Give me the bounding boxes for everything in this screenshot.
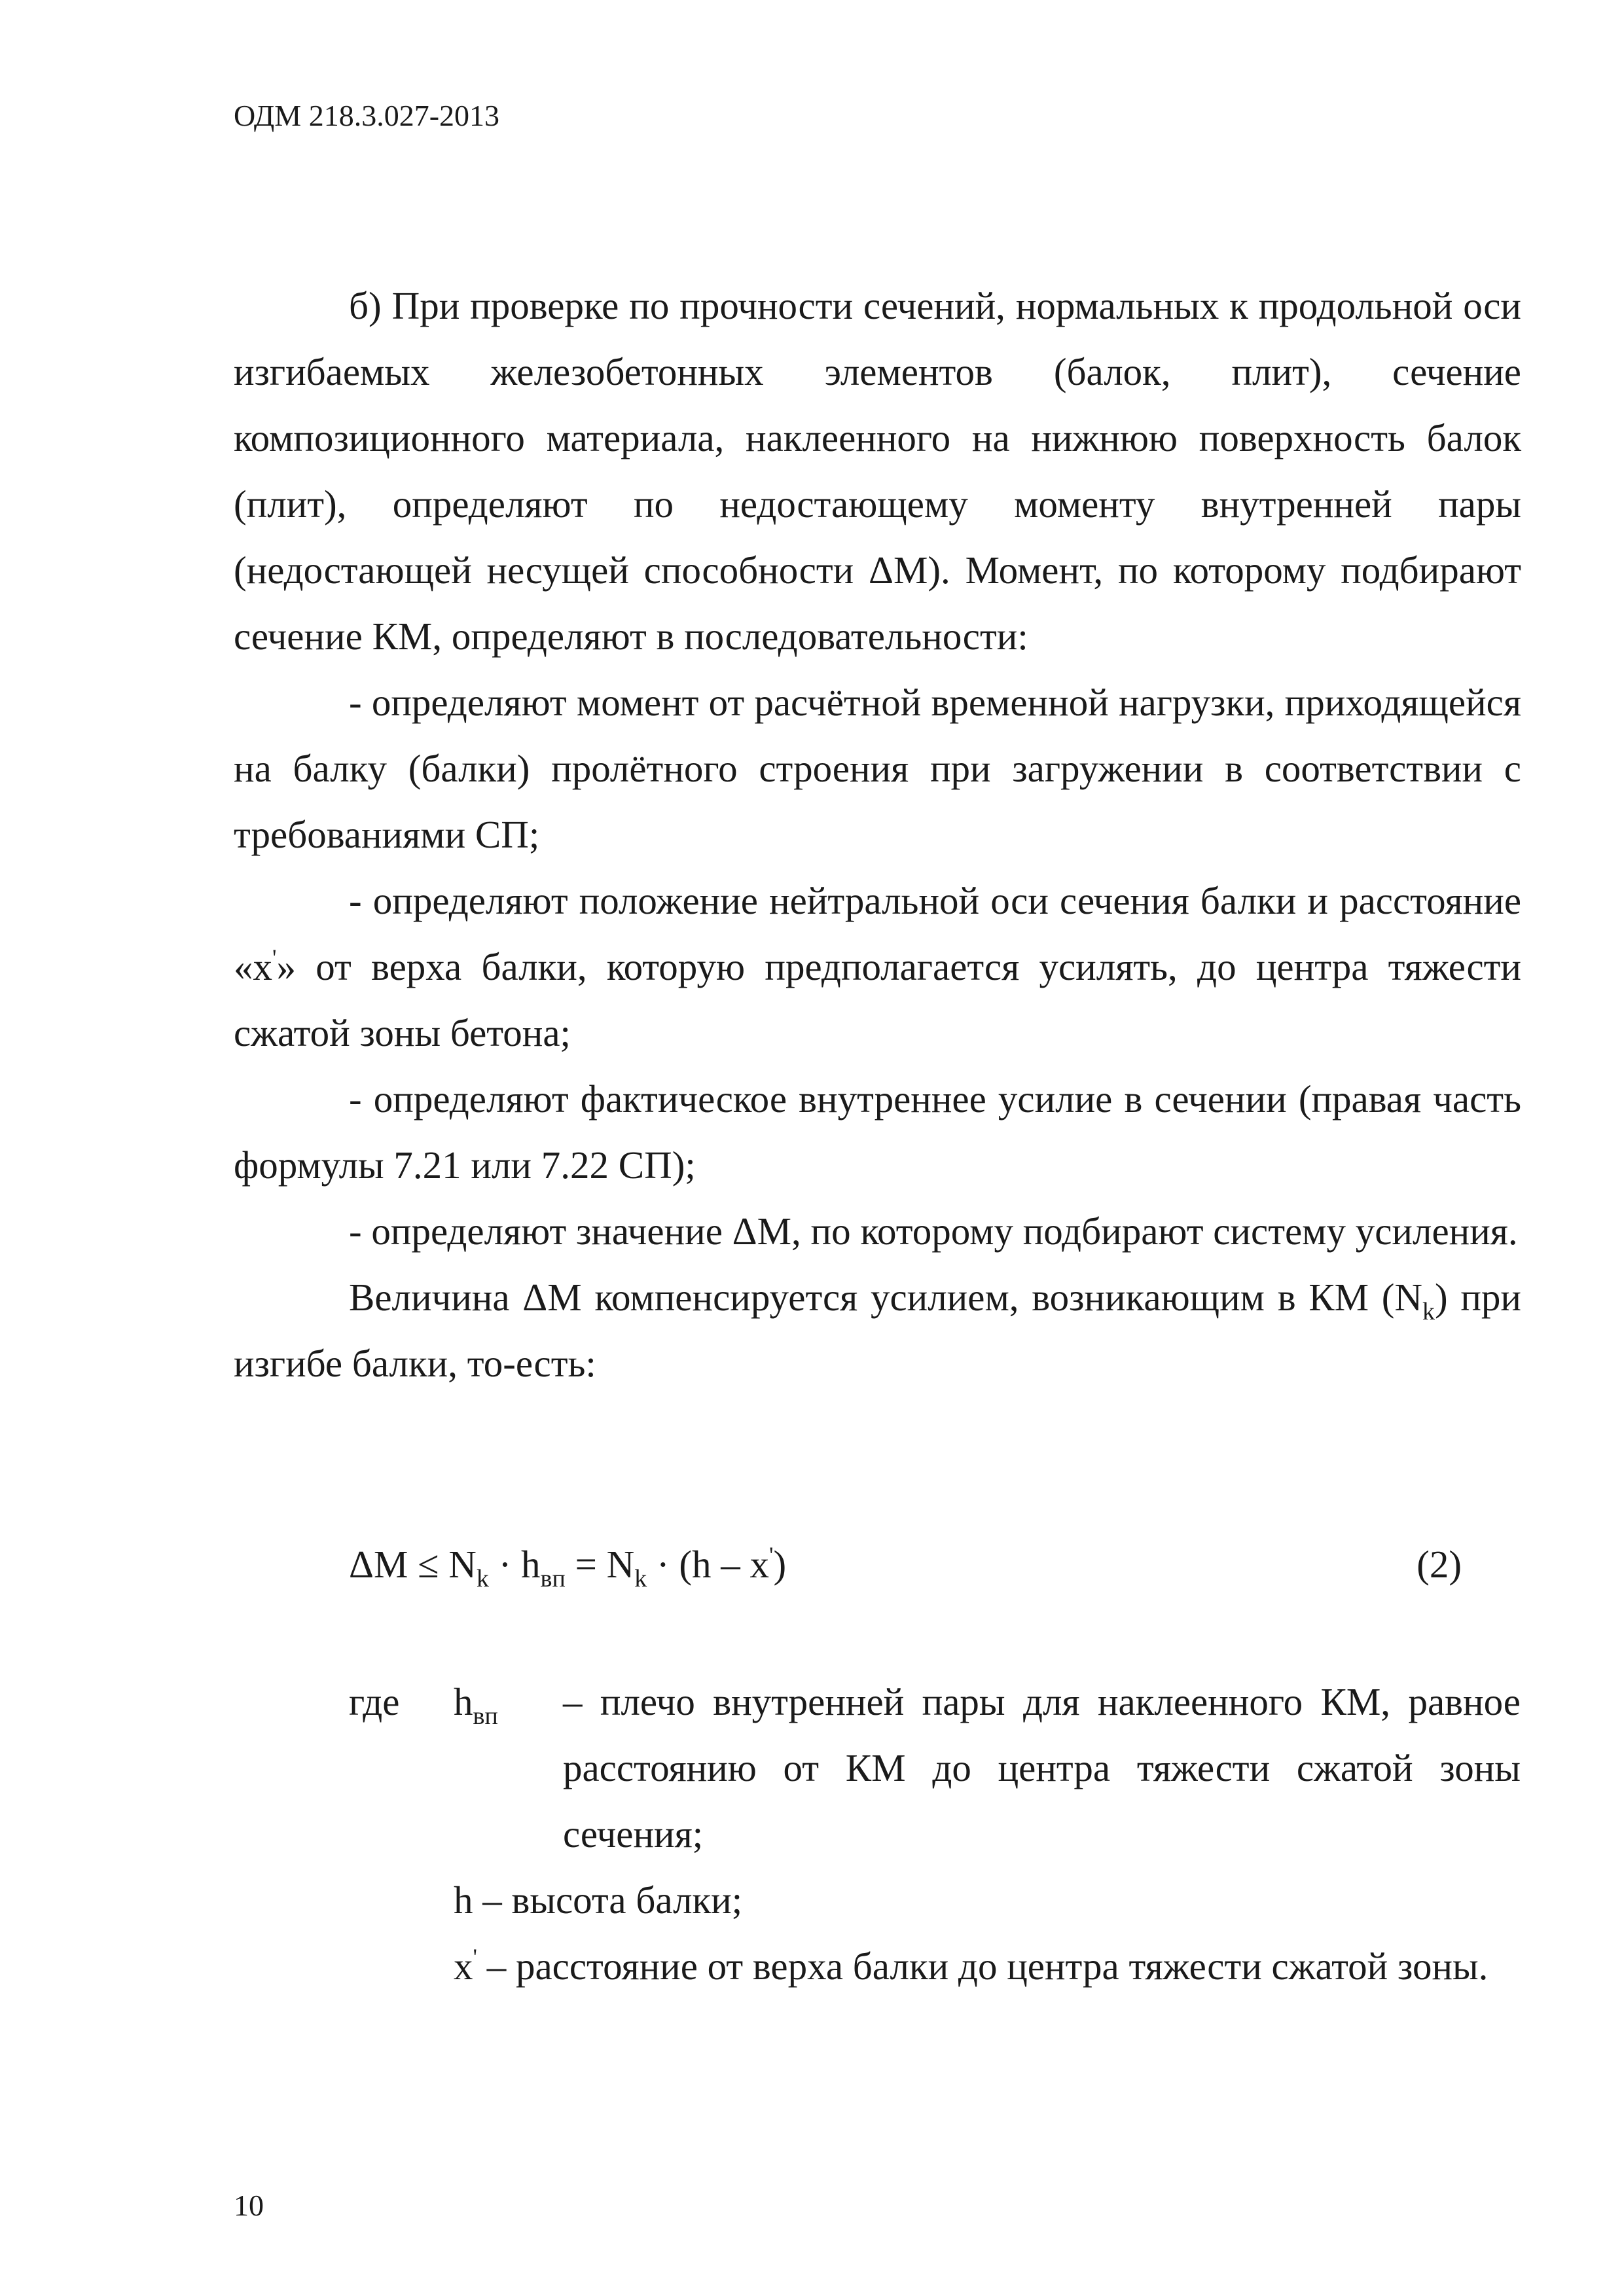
formula-subscript: вп: [540, 1565, 566, 1592]
symbol-letter: h: [454, 1878, 473, 1922]
symbol-letter: x: [454, 1945, 473, 1988]
equation-number: (2): [1416, 1543, 1462, 1586]
formula-part: ): [773, 1543, 787, 1586]
formula-part: ΔМ ≤ N: [349, 1543, 477, 1586]
definitions-list: [454, 1669, 1521, 2000]
paragraph-step-neutral-axis-end: » от верха балки, которую предполагается усилять, до центра тяжести сжатой зоны бетона;: [234, 945, 1521, 1054]
definition-h: [454, 1867, 1521, 1933]
formula-prime: ': [769, 1542, 774, 1568]
page-number: 10: [234, 2189, 264, 2222]
paragraph-step-internal-force: - определяют фактическое внутреннее усилие в сечении (правая часть формулы 7.21 или 7.22 СП);: [234, 1077, 1521, 1187]
definition-text: – плечо внутренней пары для наклеенного КМ, равное расстоянию от КМ до центра тяжести сжатой зоны сечения;: [563, 1680, 1521, 1856]
definition-symbol: [454, 1669, 498, 1735]
symbol-subscript: вп: [473, 1702, 498, 1730]
paragraph-compensation-start: Величина ΔМ компенсируется усилием, возникающим в КМ (N: [349, 1276, 1423, 1319]
definition-text: – высота балки;: [482, 1878, 743, 1922]
subscript-k: k: [1422, 1298, 1435, 1325]
definition-text: – расстояние от верха балки до центра тяжести сжатой зоны.: [486, 1945, 1489, 1988]
formula-part: · h: [488, 1543, 541, 1586]
prime-mark: ': [272, 944, 277, 971]
symbol-prime: ': [473, 1944, 477, 1970]
definition-x-prime: [454, 1933, 1521, 2000]
document-code-header: ОДМ 218.3.027-2013: [234, 99, 500, 132]
paragraph-intro: б) При проверке по прочности сечений, нормальных к продольной оси изгибаемых железобетонных элементов (балок, плит), сечение композиционного материала, наклеенного на нижнюю поверхность балок (плит), определяют по недостающему моменту внутренней пары (недостающей несущей способности ΔМ). Момент, по которому подбирают сечение КМ, определяют в последовательности:: [234, 284, 1521, 658]
formula-expression: [349, 1542, 787, 1592]
definition-h-vp: [454, 1669, 1521, 1867]
paragraph-step-moment: - определяют момент от расчётной временной нагрузки, приходящейся на балку (балки) пролётного строения при загружении в соответствии с требованиями СП;: [234, 681, 1521, 856]
where-label: где: [349, 1680, 400, 1723]
paragraph-step-neutral-axis: [234, 868, 1521, 1066]
paragraph-step-delta-m: - определяют значение ΔМ, по которому подбирают систему усиления.: [349, 1210, 1518, 1253]
paragraph-step-neutral-axis-start: - определяют положение нейтральной оси сечения балки и расстояние «x: [234, 879, 1521, 988]
formula-subscript: k: [634, 1565, 647, 1592]
formula-part: = N: [565, 1543, 635, 1586]
formula-2: [349, 1532, 1462, 1598]
symbol-letter: h: [454, 1680, 473, 1723]
formula-subscript: k: [476, 1565, 489, 1592]
paragraph-compensation-end: ) при изгибе балки, то-есть:: [234, 1276, 1522, 1385]
paragraph-compensation: [234, 1265, 1521, 1397]
body-text: [234, 273, 1521, 1397]
formula-part: · (h – x: [647, 1543, 770, 1586]
